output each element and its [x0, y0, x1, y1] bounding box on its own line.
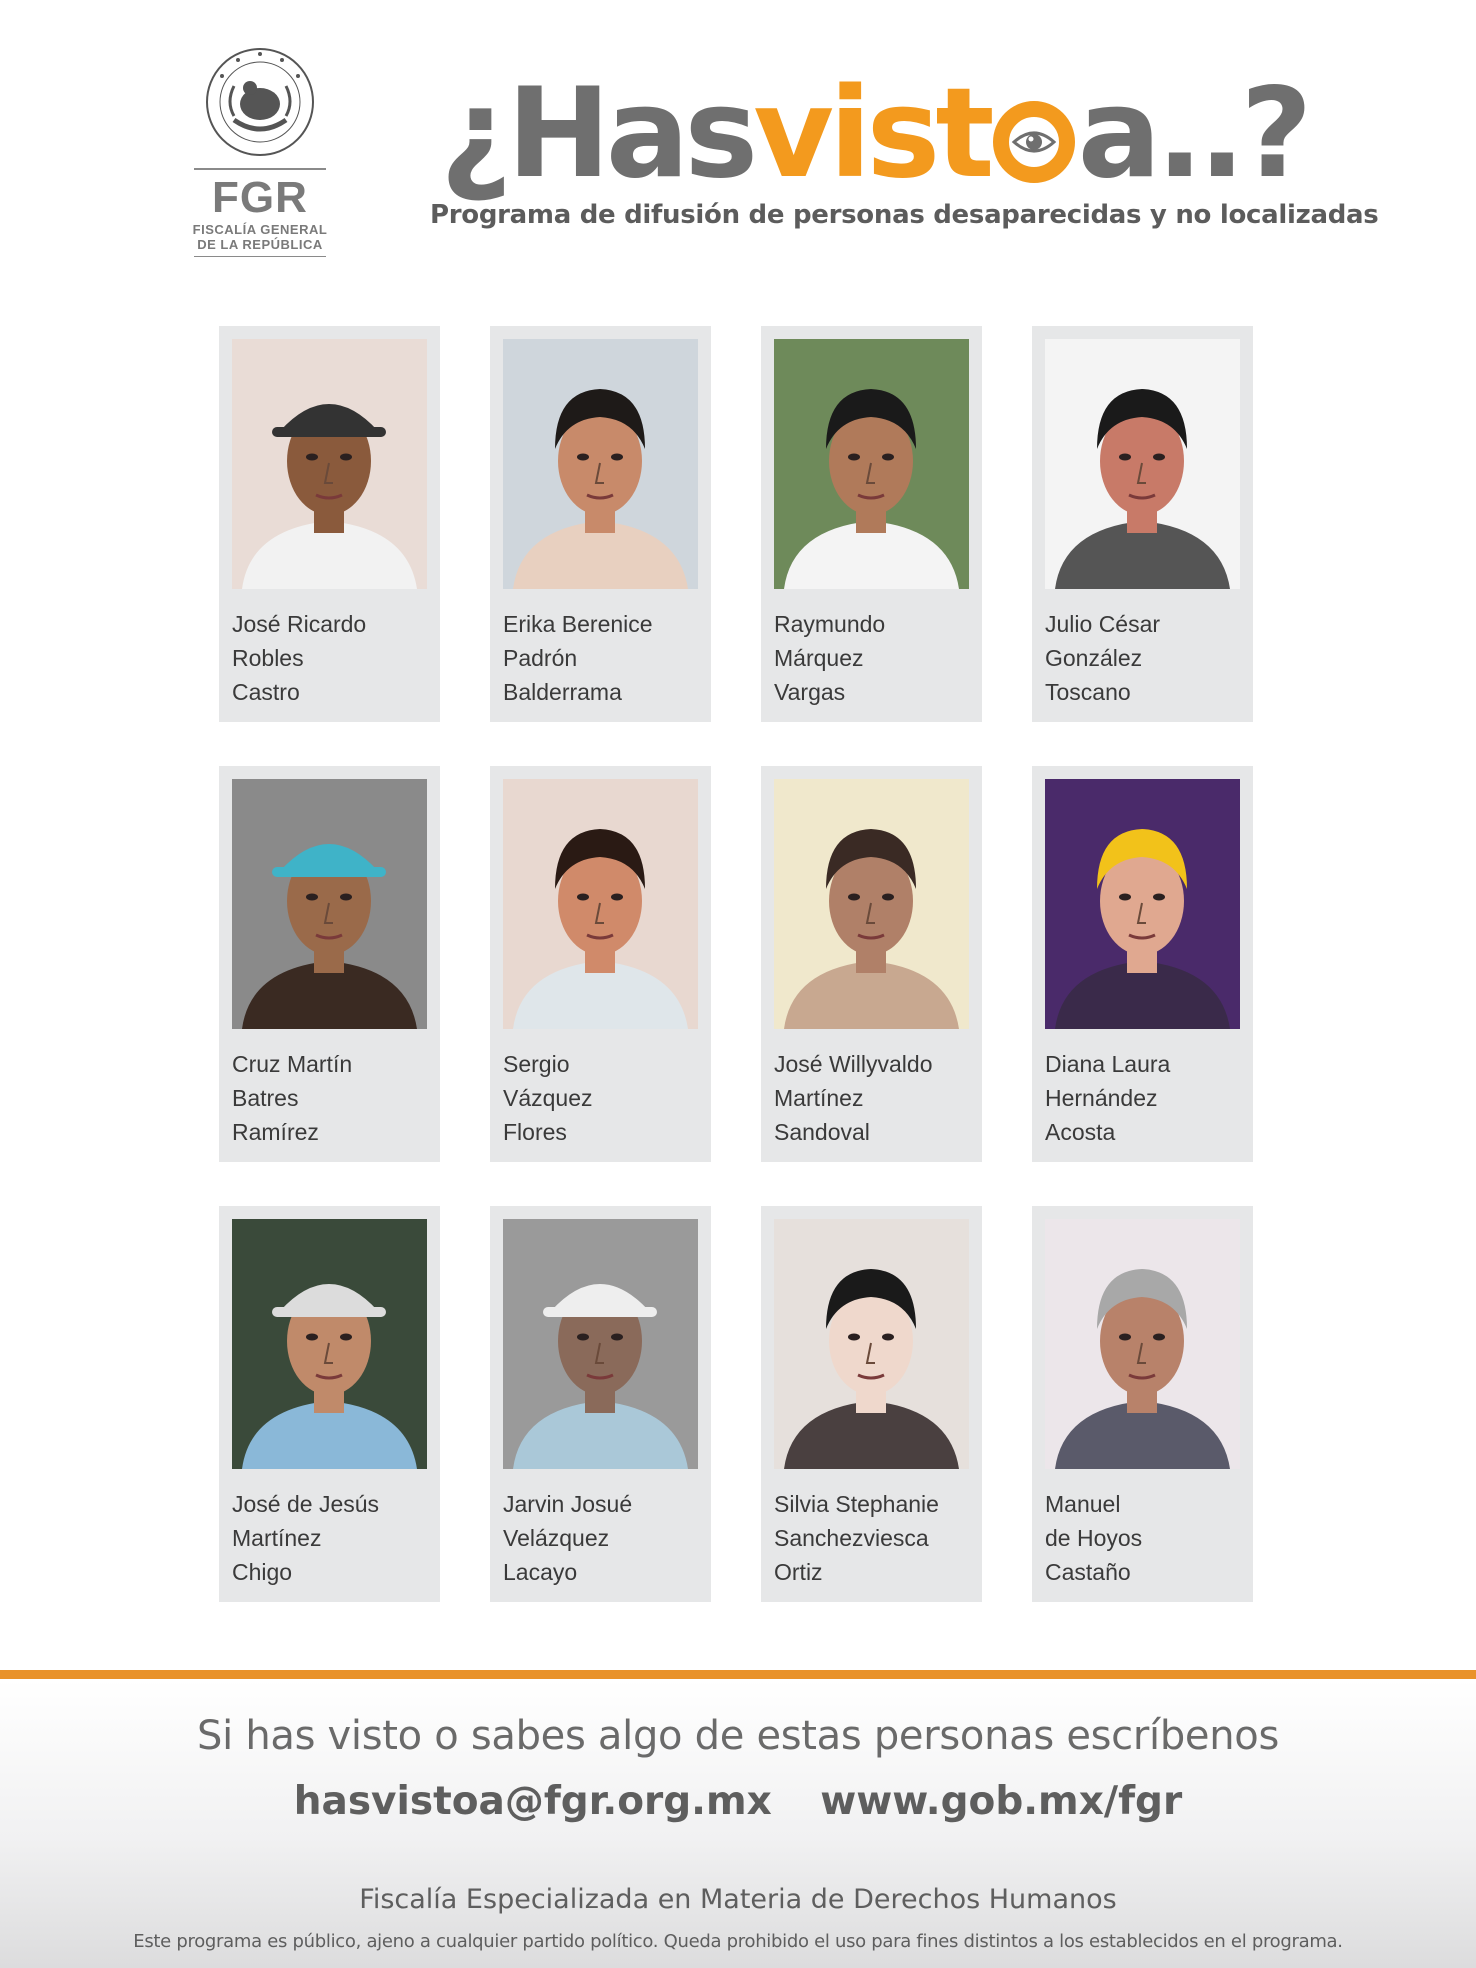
person-name-line: Castro [232, 679, 300, 705]
title-tail: a..? [1077, 62, 1308, 206]
person-photo [1045, 779, 1240, 1029]
person-name [1045, 607, 1240, 709]
person-name [503, 607, 698, 709]
person-name-line: Raymundo [774, 611, 886, 637]
call-to-action: Si has visto o sabes algo de estas personas escríbenos [197, 1713, 1279, 1759]
person-name-line: Sanchezviesca [774, 1525, 929, 1551]
person-photo [1045, 339, 1240, 589]
footer [0, 1679, 1476, 1968]
person-card [761, 766, 982, 1162]
person-name-line: González [1045, 645, 1143, 671]
missing-persons-grid [219, 326, 1255, 1602]
person-name [774, 607, 969, 709]
contact-website[interactable]: www.gob.mx/fgr [820, 1779, 1183, 1824]
person-name-line: Padrón [503, 645, 578, 671]
person-card [1032, 326, 1253, 722]
person-name-line: Robles [232, 645, 304, 671]
person-name-line: Cruz Martín [232, 1051, 353, 1077]
person-name-line: Vargas [774, 679, 846, 705]
footer-accent-bar [0, 1670, 1476, 1679]
person-photo [1045, 1219, 1240, 1469]
page-subtitle: Programa de difusión de personas desaparecidas y no localizadas [430, 200, 1379, 230]
person-card [1032, 766, 1253, 1162]
person-name-line: Jarvin Josué [503, 1491, 633, 1517]
person-name-line: Ramírez [232, 1119, 319, 1145]
person-name [774, 1047, 969, 1149]
person-name-line: José Ricardo [232, 611, 367, 637]
person-photo [774, 1219, 969, 1469]
person-name-line: Martínez [232, 1525, 322, 1551]
logo-name-line2: DE LA REPÚBLICA [197, 237, 323, 252]
person-card [761, 1206, 982, 1602]
person-photo [232, 339, 427, 589]
person-name-line: de Hoyos [1045, 1525, 1143, 1551]
person-name-line: Acosta [1045, 1119, 1116, 1145]
person-name-line: Sergio [503, 1051, 570, 1077]
logo-divider-bottom [194, 256, 326, 257]
office-name: Fiscalía Especializada en Materia de Derechos Humanos [359, 1884, 1117, 1915]
person-name [1045, 1487, 1240, 1589]
fgr-logo [190, 46, 330, 256]
person-name-line: Batres [232, 1085, 299, 1111]
contact-email[interactable]: hasvistoa@fgr.org.mx [293, 1779, 772, 1824]
person-name-line: Balderrama [503, 679, 622, 705]
logo-divider [194, 168, 326, 170]
person-name-line: Lacayo [503, 1559, 578, 1585]
person-name [503, 1047, 698, 1149]
person-photo [232, 779, 427, 1029]
person-name-line: José de Jesús [232, 1491, 380, 1517]
person-name-line: José Willyvaldo [774, 1051, 933, 1077]
contact-line [0, 1779, 1476, 1824]
logo-abbr: FGR [212, 173, 308, 222]
person-name [232, 1047, 427, 1149]
person-name-line: Vázquez [503, 1085, 593, 1111]
eye-icon [992, 100, 1076, 184]
person-card [490, 1206, 711, 1602]
national-seal-icon [204, 46, 316, 158]
person-photo [774, 779, 969, 1029]
person-name-line: Manuel [1045, 1491, 1121, 1517]
person-name-line: Chigo [232, 1559, 293, 1585]
person-card [1032, 1206, 1253, 1602]
person-name [1045, 1047, 1240, 1149]
person-name-line: Márquez [774, 645, 864, 671]
legal-disclaimer: Este programa es público, ajeno a cualquier partido político. Queda prohibido el uso para fines distintos a los establecidos en el programa. [133, 1931, 1343, 1952]
person-card [490, 326, 711, 722]
person-name [232, 607, 427, 709]
person-photo [503, 1219, 698, 1469]
person-name [774, 1487, 969, 1589]
person-name-line: Toscano [1045, 679, 1131, 705]
page-title [440, 64, 1307, 204]
person-name-line: Hernández [1045, 1085, 1158, 1111]
person-card [761, 326, 982, 722]
title-lead: ¿Has [440, 62, 754, 206]
person-name [503, 1487, 698, 1589]
logo-name-line1: FISCALÍA GENERAL [192, 222, 328, 237]
person-photo [503, 779, 698, 1029]
person-photo [232, 1219, 427, 1469]
person-name-line: Ortiz [774, 1559, 823, 1585]
person-card [219, 326, 440, 722]
person-name-line: Diana Laura [1045, 1051, 1171, 1077]
person-name-line: Flores [503, 1119, 567, 1145]
person-photo [774, 339, 969, 589]
person-name-line: Martínez [774, 1085, 864, 1111]
person-card [219, 766, 440, 1162]
person-card [490, 766, 711, 1162]
person-name-line: Silvia Stephanie [774, 1491, 939, 1517]
person-name-line: Castaño [1045, 1559, 1131, 1585]
person-name [232, 1487, 427, 1589]
person-photo [503, 339, 698, 589]
person-name-line: Sandoval [774, 1119, 870, 1145]
title-accent: vist [753, 62, 990, 206]
person-name-line: Julio César [1045, 611, 1161, 637]
person-card [219, 1206, 440, 1602]
person-name-line: Erika Berenice [503, 611, 653, 637]
person-name-line: Velázquez [503, 1525, 610, 1551]
